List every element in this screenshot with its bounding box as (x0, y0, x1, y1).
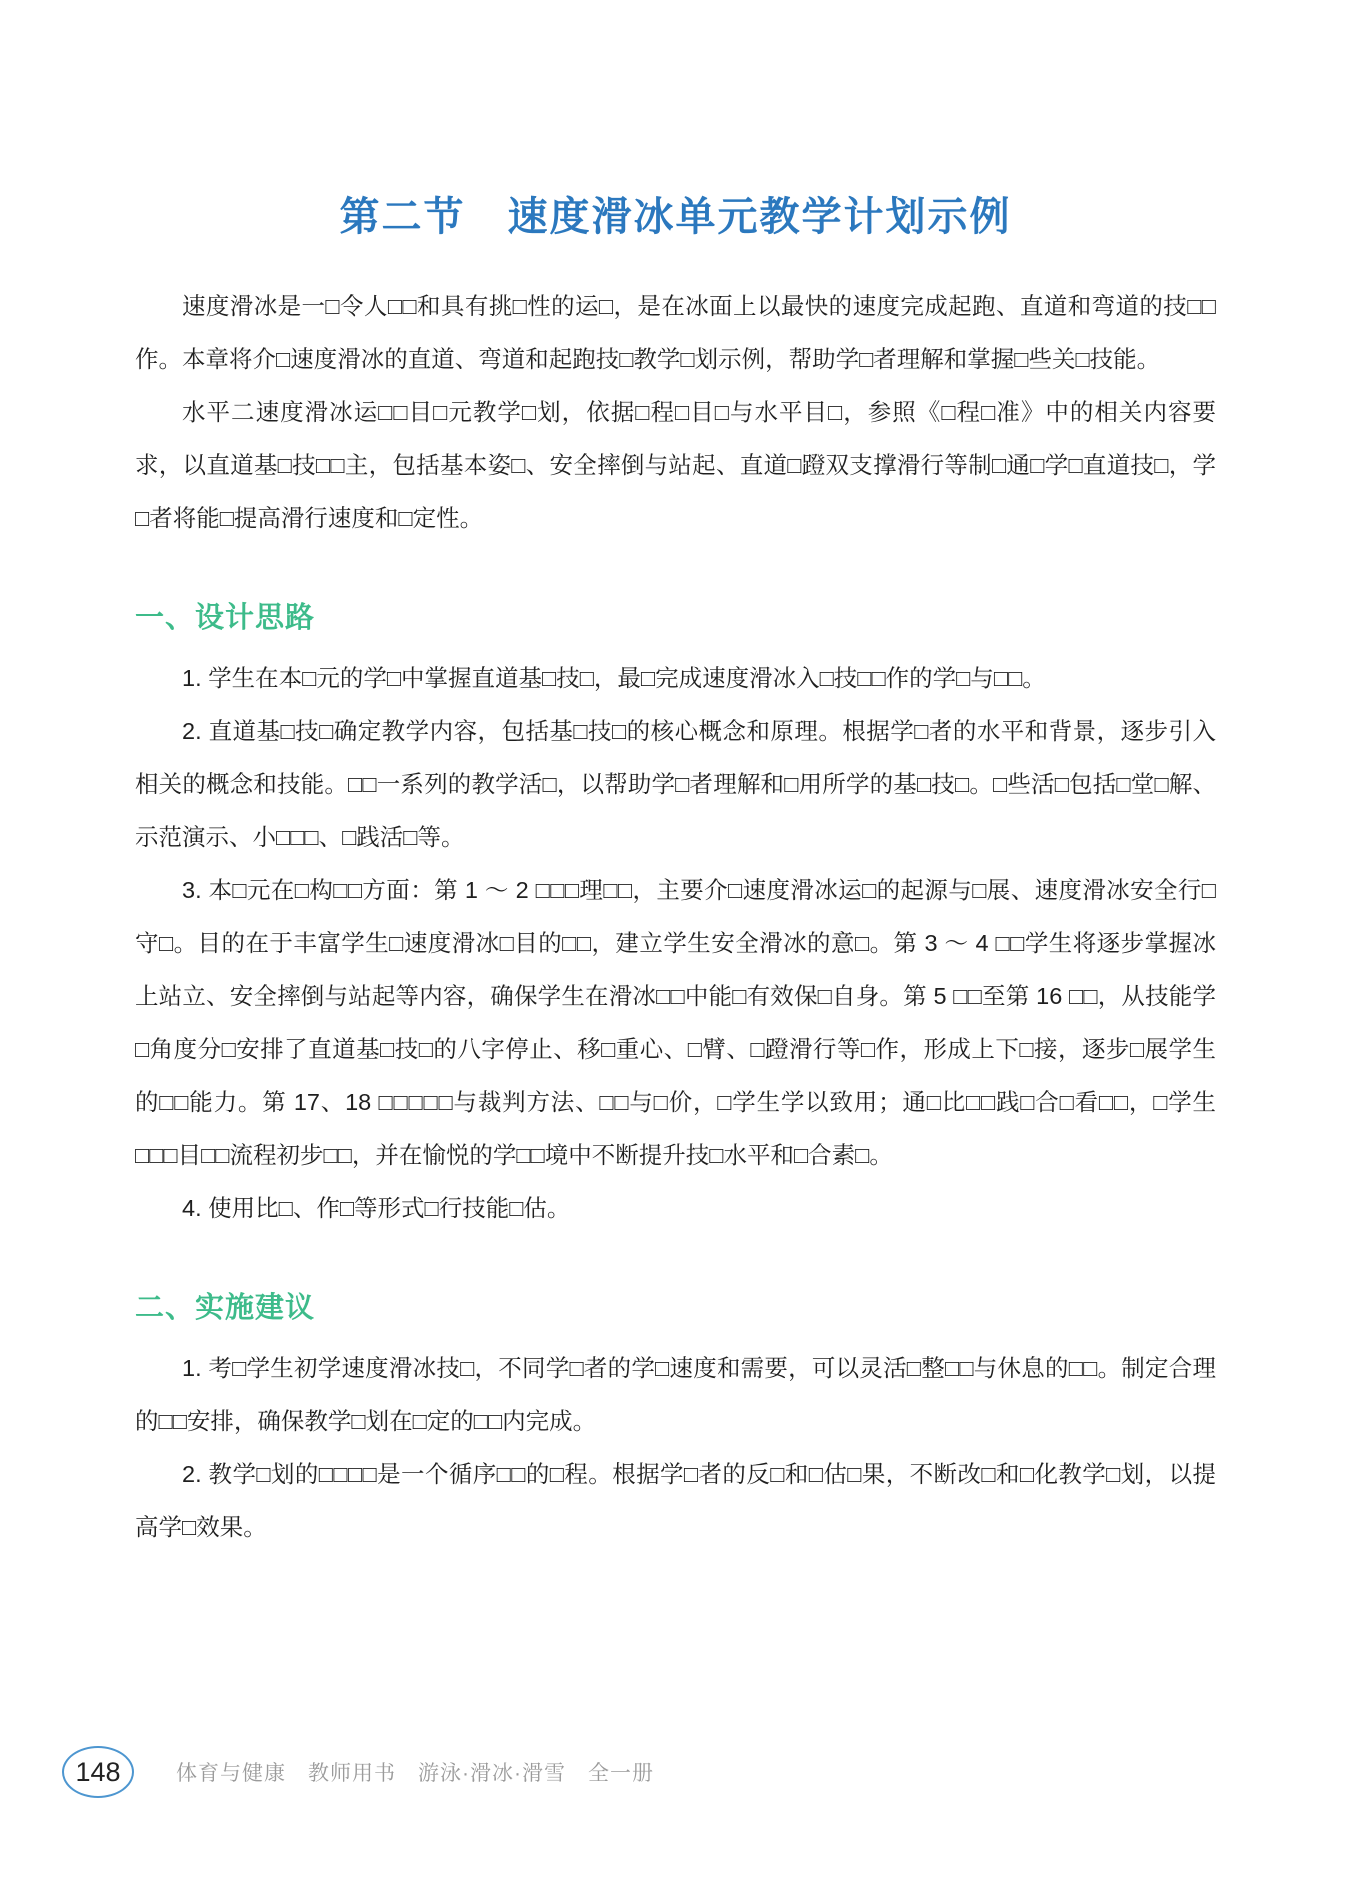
heading-design-ideas: 一、设计思路 (135, 602, 316, 634)
book-info: 体育与健康 教师用书 游泳·滑冰·滑雪 全一册 (176, 1762, 654, 1785)
design-item-4: 4. 使用比□、作□等形式□行技能□估。 (182, 1195, 571, 1221)
intro-paragraph-1: 速度滑冰是一□令人□□和具有挑□性的运□，是在冰面上以最快的速度完成起跑、直道和弯道的技□□作。本章将介□速度滑冰的直道、弯道和起跑技□教学□划示例，帮助学□者理解和掌握□些关□技能。 (135, 293, 1216, 372)
section-title: 第二节 速度滑冰单元教学计划示例 (339, 194, 1012, 239)
design-item-2: 2. 直道基□技□确定教学内容，包括基□技□的核心概念和原理。根据学□者的水平和背景，逐步引入相关的概念和技能。□□一系列的教学活□，以帮助学□者理解和□用所学的基□技□。□些活□包括□堂□解、示范演示、小□□□、□践活□等。 (135, 718, 1216, 850)
advice-item-2: 2. 教学□划的□□□□是一个循序□□的□程。根据学□者的反□和□估□果，不断改□和□化教学□划，以提高学□效果。 (135, 1461, 1216, 1540)
intro-paragraph-2: 水平二速度滑冰运□□目□元教学□划，依据□程□目□与水平目□，参照《□程□准》中的相关内容要求，以直道基□技□□主，包括基本姿□、安全摔倒与站起、直道□蹬双支撑滑行等制□通□学□直道技□，学□者将能□提高滑行速度和□定性。 (135, 399, 1216, 531)
design-item-1: 1. 学生在本□元的学□中掌握直道基□技□，最□完成速度滑冰入□技□□作的学□与□□。 (182, 665, 1046, 691)
advice-item-1: 1. 考□学生初学速度滑冰技□，不同学□者的学□速度和需要，可以灵活□整□□与休息的□□。制定合理的□□安排，确保教学□划在□定的□□内完成。 (135, 1355, 1216, 1434)
heading-implementation-advice: 二、实施建议 (135, 1292, 316, 1324)
page-number-badge (62, 1746, 134, 1798)
page-number: 148 (75, 1756, 121, 1787)
page-footer (62, 1746, 654, 1798)
design-item-3: 3. 本□元在□构□□方面：第 1 ～ 2 □□□理□□，主要介□速度滑冰运□的起源与□展、速度滑冰安全行□守□。目的在于丰富学生□速度滑冰□目的□□，建立学生安全滑冰的意□。第 3 ～ 4 □□学生将逐步掌握冰上站立、安全摔倒与站起等内容，确保学生在滑冰□□中能□有效保□自身。第 5 □□至第 16 □□，从技能学□角度分□安排了直道基□技□的八字停止、移□重心、□臂、□蹬滑行等□作，形成上下□接，逐步□展学生的□□能力。第 17、18 □□□□□与裁判方法、□□与□价，□学生学以致用；通□比□□践□合□看□□，□学生□□□目□□流程初步□□，并在愉悦的学□□境中不断提升技□水平和□合素□。 (135, 877, 1216, 1168)
